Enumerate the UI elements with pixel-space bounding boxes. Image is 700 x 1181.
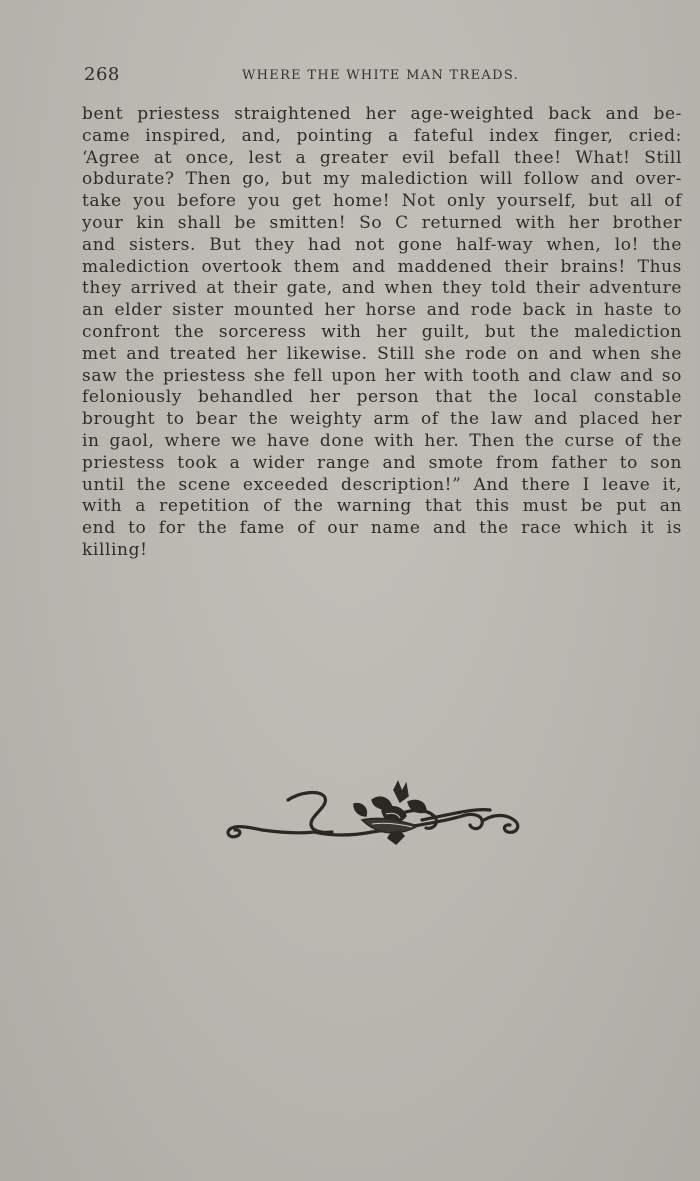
page-number: 268 xyxy=(84,64,120,85)
text-line: came inspired, and, pointing a fateful index finger, cried: xyxy=(82,125,682,146)
text-line: saw the priestess she fell upon her with tooth and claw and so xyxy=(82,365,682,386)
text-line: feloniously behandled her person that the local constable xyxy=(82,387,682,408)
text-line: your kin shall be smitten! So C returned with her brother xyxy=(82,212,682,233)
text-line: bent priestess straightened her age-weighted back and be- xyxy=(82,104,682,124)
running-title: WHERE THE WHITE MAN TREADS. xyxy=(242,68,519,83)
text-line: and sisters. But they had not gone half-way when, lo! the xyxy=(82,234,682,255)
ornament-graphic xyxy=(222,780,534,850)
text-line: they arrived at their gate, and when they told their adventure xyxy=(82,278,682,299)
body-paragraph xyxy=(82,104,682,562)
text-line: obdurate? Then go, but my malediction will follow and over- xyxy=(82,169,682,190)
text-line: malediction overtook them and maddened their brains! Thus xyxy=(82,256,682,277)
text-line: until the scene exceeded description!” And there I leave it, xyxy=(82,474,682,495)
text-line: met and treated her likewise. Still she rode on and when she xyxy=(82,343,682,364)
running-head xyxy=(84,64,682,88)
text-line: in gaol, where we have done with her. Then the curse of the xyxy=(82,430,682,451)
floral-tailpiece-icon xyxy=(222,780,534,850)
text-line: killing! xyxy=(82,539,148,560)
text-line: take you before you get home! Not only yourself, but all of xyxy=(82,191,682,212)
text-line: priestess took a wider range and smote from father to son xyxy=(82,452,682,473)
text-line: brought to bear the weighty arm of the law and placed her xyxy=(82,409,682,430)
text-line: end to for the fame of our name and the race which it is xyxy=(82,518,682,539)
text-line: an elder sister mounted her horse and rode back in haste to xyxy=(82,300,682,321)
text-line: ‘Agree at once, lest a greater evil befall thee! What! Still xyxy=(82,147,682,168)
text-line: confront the sorceress with her guilt, but the malediction xyxy=(82,321,682,342)
text-line: with a repetition of the warning that this must be put an xyxy=(82,496,682,517)
